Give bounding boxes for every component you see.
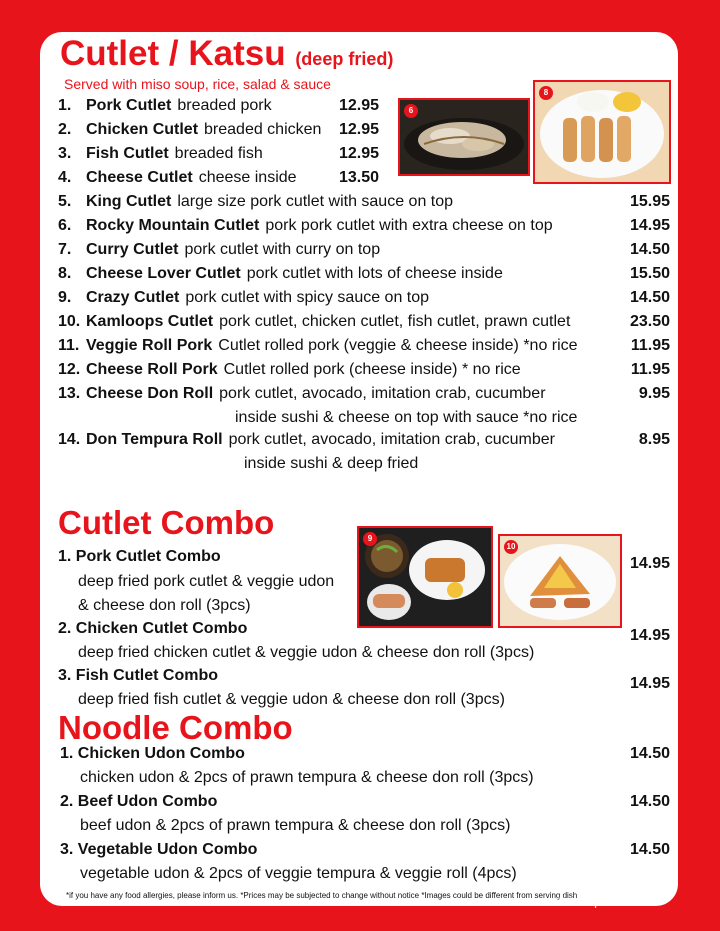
served-with-note: Served with miso soup, rice, salad & sauce (64, 76, 331, 92)
item-price: 15.95 (629, 193, 670, 210)
title-subtitle: (deep fried) (295, 49, 394, 69)
item-number: 14. (58, 431, 81, 448)
item-description-cont: inside sushi & deep fried (244, 455, 419, 472)
item-description: cheese inside (198, 169, 297, 186)
noodle-combo-description: chicken udon & 2pcs of prawn tempura & cheese don roll (3pcs) (80, 769, 534, 786)
item-name: King Cutlet (86, 193, 172, 210)
noodle-combo-name: 3. Vegetable Udon Combo (60, 841, 258, 858)
cutlet-item (58, 312, 570, 332)
item-price: 23.50 (629, 313, 670, 330)
item-name: Cheese Don Roll (86, 385, 214, 402)
food-photo-6 (398, 98, 530, 176)
food-photo-10 (498, 534, 622, 628)
combo-description: deep fried fish cutlet & veggie udon & cheese don roll (3pcs) (78, 691, 505, 708)
photo-number-badge: 10 (504, 540, 518, 554)
sizzling-cutlet-image (400, 100, 528, 174)
item-name: Kamloops Cutlet (86, 313, 214, 330)
item-name: Pork Cutlet (86, 97, 172, 114)
cutlet-item (58, 384, 546, 404)
item-name: Cheese Cutlet (86, 169, 193, 186)
cutlet-item (58, 336, 578, 356)
item-number: 3. (58, 145, 72, 162)
cutlet-item (58, 288, 429, 308)
noodle-combo-name: 2. Beef Udon Combo (60, 793, 218, 810)
item-name: Fish Cutlet (86, 145, 169, 162)
section-title-cutlet-combo: Cutlet Combo (58, 504, 275, 541)
item-description: pork cutlet with curry on top (184, 241, 381, 258)
food-photo-8 (533, 80, 671, 184)
item-number: 1. (58, 97, 72, 114)
item-price: 14.50 (629, 241, 670, 258)
cutlet-item (58, 168, 297, 188)
item-price: 12.95 (339, 121, 380, 138)
item-description: pork cutlet, avocado, imitation crab, cucumber (228, 431, 555, 448)
item-name: Curry Cutlet (86, 241, 179, 258)
item-number: 2. (58, 121, 72, 138)
cutlet-item (58, 144, 263, 164)
food-photo-9 (357, 526, 493, 628)
item-price: 9.95 (638, 385, 670, 402)
cutlet-item (58, 264, 503, 284)
section-title-cutlet (60, 34, 393, 79)
combo-description: deep fried chicken cutlet & veggie udon & cheese don roll (3pcs) (78, 644, 535, 661)
noodle-combo-price: 14.50 (629, 841, 670, 858)
item-description: pork pork cutlet with extra cheese on top (265, 217, 553, 234)
noodle-combo-price: 14.50 (629, 745, 670, 762)
cutlet-item (58, 430, 555, 450)
section-title-noodle-combo: Noodle Combo (58, 709, 293, 746)
photo-number-badge: 9 (363, 532, 377, 546)
noodle-combo-name: 1. Chicken Udon Combo (60, 745, 245, 762)
combo-name: 1. Pork Cutlet Combo (58, 548, 221, 565)
item-price: 11.95 (630, 361, 670, 378)
item-description: Cutlet rolled pork (cheese inside) * no rice (223, 361, 521, 378)
item-number: 11. (58, 337, 80, 354)
item-price: 14.95 (629, 217, 670, 234)
item-number: 9. (58, 289, 72, 306)
combo-name: 2. Chicken Cutlet Combo (58, 620, 248, 637)
item-description: breaded fish (174, 145, 263, 162)
photo-number-badge: 6 (404, 104, 418, 118)
noodle-combo-price: 14.50 (629, 793, 670, 810)
combo-price: 14.95 (629, 675, 670, 692)
cutlet-item (58, 360, 521, 380)
combo-price: 14.95 (629, 627, 670, 644)
item-number: 12. (58, 361, 81, 378)
item-price: 13.50 (339, 169, 380, 186)
cheese-cutlet-plate-image (535, 82, 669, 182)
item-number: 4. (58, 169, 72, 186)
item-number: 7. (58, 241, 72, 258)
item-number: 8. (58, 265, 72, 282)
cutlet-item (58, 120, 321, 140)
item-name: Cheese Lover Cutlet (86, 265, 241, 282)
item-price: 12.95 (339, 145, 380, 162)
item-description: large size pork cutlet with sauce on top (177, 193, 454, 210)
item-name: Rocky Mountain Cutlet (86, 217, 260, 234)
item-name: Crazy Cutlet (86, 289, 180, 306)
item-description: Cutlet rolled pork (veggie & cheese inside) *no rice (218, 337, 578, 354)
title-text: Cutlet / Katsu (60, 34, 286, 73)
item-name: Chicken Cutlet (86, 121, 199, 138)
item-name: Cheese Roll Pork (86, 361, 218, 378)
combo-price: 14.95 (629, 555, 670, 572)
item-number: 13. (58, 385, 81, 402)
noodle-combo-description: vegetable udon & 2pcs of veggie tempura & veggie roll (4pcs) (80, 865, 517, 882)
combo-name: 3. Fish Cutlet Combo (58, 667, 218, 684)
item-description: breaded chicken (204, 121, 322, 138)
cheese-roll-plate-image (500, 536, 620, 626)
cutlet-item (58, 192, 453, 212)
item-description: breaded pork (177, 97, 272, 114)
item-price: 12.95 (339, 97, 380, 114)
item-name: Veggie Roll Pork (86, 337, 213, 354)
item-description: pork cutlet with spicy sauce on top (185, 289, 430, 306)
item-description-cont: inside sushi & cheese on top with sauce *no rice (235, 409, 578, 426)
cutlet-item (58, 216, 553, 236)
photo-number-badge: 8 (539, 86, 553, 100)
item-number: 6. (58, 217, 72, 234)
item-description: pork cutlet with lots of cheese inside (246, 265, 503, 282)
item-price: 8.95 (638, 431, 670, 448)
item-description: pork cutlet, chicken cutlet, fish cutlet, prawn cutlet (219, 313, 571, 330)
cutlet-item (58, 96, 272, 116)
item-number: 5. (58, 193, 72, 210)
combo-description: deep fried pork cutlet & veggie udon (78, 573, 335, 590)
cutlet-combo-tray-image (359, 528, 491, 626)
item-number: 10. (58, 313, 81, 330)
footer-disclaimer: *if you have any food allergies, please inform us. *Prices may be subjected to change without notice *Images could be different from serving dish (66, 891, 578, 900)
item-name: Don Tempura Roll (86, 431, 223, 448)
item-price: 15.50 (629, 265, 670, 282)
noodle-combo-description: beef udon & 2pcs of prawn tempura & cheese don roll (3pcs) (80, 817, 511, 834)
item-price: 11.95 (630, 337, 670, 354)
menu-card (40, 32, 678, 906)
combo-description: & cheese don roll (3pcs) (78, 597, 251, 614)
cutlet-item (58, 240, 380, 260)
item-description: pork cutlet, avocado, imitation crab, cucumber (219, 385, 546, 402)
item-price: 14.50 (629, 289, 670, 306)
watermark: menupix (555, 892, 615, 908)
